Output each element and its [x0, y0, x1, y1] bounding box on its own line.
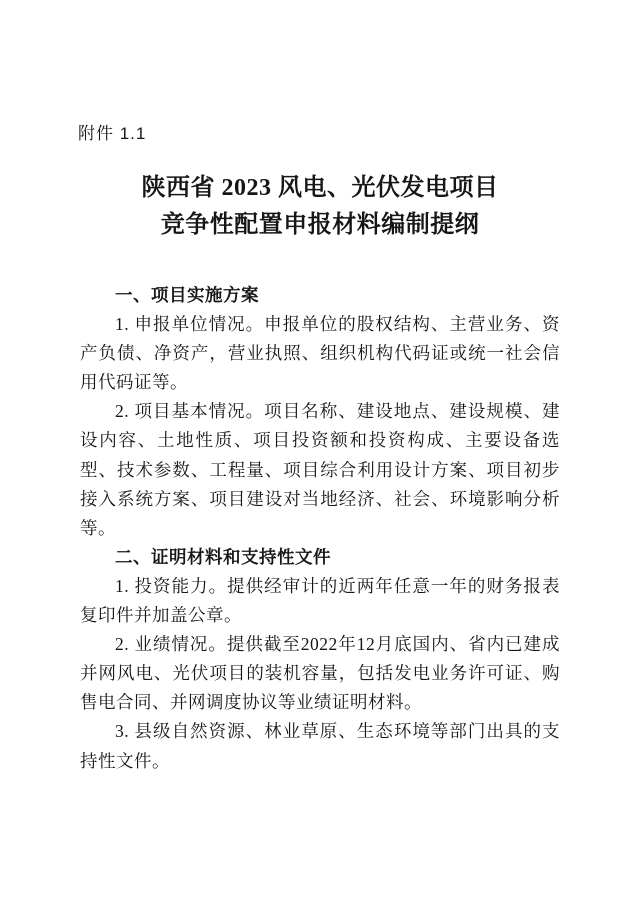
- title-line-2: 竞争性配置申报材料编制提纲: [160, 212, 480, 238]
- paragraph-investment-capability: 1. 投资能力。提供经审计的近两年任意一年的财务报表复印件并加盖公章。: [80, 575, 560, 626]
- paragraph-track-record: 2. 业绩情况。提供截至2022年12月底国内、省内已建成并网风电、光伏项目的装机容量，包括发电业务许可证、购售电合同、并网调度协议等业绩证明材料。: [80, 634, 560, 713]
- paragraph-project-basics: 2. 项目基本情况。项目名称、建设地点、建设规模、建设内容、土地性质、项目投资额和投资构成、主要设备选型、技术参数、工程量、项目综合利用设计方案、项目初步接入系统方案、项目建设对当地经济、社会、环境影响分析等。: [80, 401, 560, 538]
- section-heading-supporting-documents: 二、证明材料和支持性文件: [115, 546, 331, 567]
- paragraph-applicant-info: 1. 申报单位情况。申报单位的股权结构、主营业务、资产负债、净资产，营业执照、组织机构代码证或统一社会信用代码证等。: [80, 314, 560, 393]
- section-heading-project-plan: 一、项目实施方案: [115, 285, 259, 305]
- title-line-1: 陕西省 2023 风电、光伏发电项目: [141, 175, 499, 201]
- attachment-label: 附件 1.1: [78, 124, 147, 143]
- document-body: [80, 281, 560, 776]
- document-title: [0, 170, 640, 244]
- paragraph-county-support-documents: 3. 县级自然资源、林业草原、生态环境等部门出具的支持性文件。: [80, 721, 560, 771]
